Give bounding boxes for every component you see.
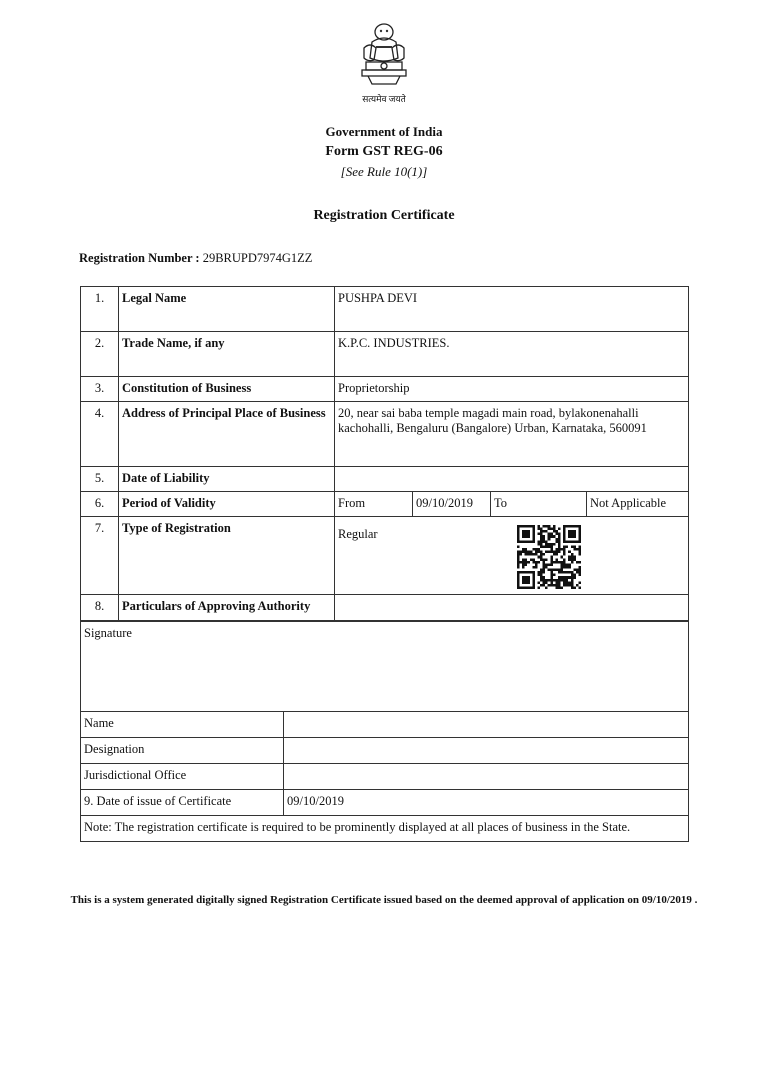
row-number: 8.	[81, 595, 119, 621]
row-label: Particulars of Approving Authority	[119, 595, 335, 621]
row-number: 7.	[81, 517, 119, 595]
rule-reference: [See Rule 10(1)]	[340, 164, 428, 179]
registration-number-value: 29BRUPD7974G1ZZ	[202, 251, 313, 265]
table-row	[81, 712, 689, 738]
validity-from-value: 09/10/2019	[413, 492, 491, 517]
row-label: Period of Validity	[119, 492, 335, 517]
address-value: 20, near sai baba temple magadi main road, bylakonenahalli kachohalli, Bengaluru (Bangalore) Urban, Karnataka, 560091	[335, 402, 689, 467]
ashoka-emblem-icon	[356, 22, 412, 88]
signature-label: Signature	[81, 622, 689, 712]
row-label: Type of Registration	[119, 517, 335, 595]
validity-to-label: To	[491, 492, 587, 517]
approving-authority-value	[335, 595, 689, 621]
liability-date-value	[335, 467, 689, 492]
approving-authority-table	[80, 621, 689, 842]
table-row	[81, 816, 689, 842]
constitution-value: Proprietorship	[335, 377, 689, 402]
table-row	[81, 402, 689, 467]
qr-code-icon	[517, 525, 581, 589]
table-row	[81, 517, 689, 595]
form-heading: Form GST REG-06	[325, 144, 443, 159]
legal-name-value: PUSHPA DEVI	[335, 287, 689, 332]
name-label: Name	[81, 712, 284, 738]
table-row	[81, 332, 689, 377]
table-row	[81, 622, 689, 712]
row-number: 2.	[81, 332, 119, 377]
table-row	[81, 377, 689, 402]
government-heading: Government of India	[325, 124, 443, 139]
row-label: Address of Principal Place of Business	[119, 402, 335, 467]
system-generated-notice: This is a system generated digitally signed Registration Certificate issued based on the deemed approval of application on 09/10/2019 .	[70, 894, 698, 906]
jurisdictional-office-value	[284, 764, 689, 790]
registration-number-label: Registration Number :	[79, 251, 200, 265]
row-number: 4.	[81, 402, 119, 467]
name-value	[284, 712, 689, 738]
display-note: Note: The registration certificate is required to be prominently displayed at all places of business in the State.	[81, 816, 689, 842]
table-row	[81, 738, 689, 764]
issue-date-label: 9. Date of issue of Certificate	[81, 790, 284, 816]
table-row	[81, 790, 689, 816]
table-row	[81, 287, 689, 332]
trade-name-value: K.P.C. INDUSTRIES.	[335, 332, 689, 377]
row-number: 3.	[81, 377, 119, 402]
registration-number-line	[79, 251, 312, 266]
validity-to-value: Not Applicable	[587, 492, 689, 517]
row-number: 1.	[81, 287, 119, 332]
registration-type-value: Regular	[335, 517, 689, 595]
row-label: Constitution of Business	[119, 377, 335, 402]
table-row	[81, 764, 689, 790]
certificate-title: Registration Certificate	[313, 208, 455, 223]
issue-date-value: 09/10/2019	[284, 790, 689, 816]
row-number: 6.	[81, 492, 119, 517]
registration-details-table	[80, 286, 689, 621]
row-number: 5.	[81, 467, 119, 492]
validity-from-label: From	[335, 492, 413, 517]
table-row	[81, 595, 689, 621]
table-row	[81, 467, 689, 492]
row-label: Trade Name, if any	[119, 332, 335, 377]
jurisdictional-office-label: Jurisdictional Office	[81, 764, 284, 790]
emblem-motto: सत्यमेव जयते	[362, 94, 406, 104]
designation-value	[284, 738, 689, 764]
designation-label: Designation	[81, 738, 284, 764]
row-label: Date of Liability	[119, 467, 335, 492]
table-row	[81, 492, 689, 517]
row-label: Legal Name	[119, 287, 335, 332]
